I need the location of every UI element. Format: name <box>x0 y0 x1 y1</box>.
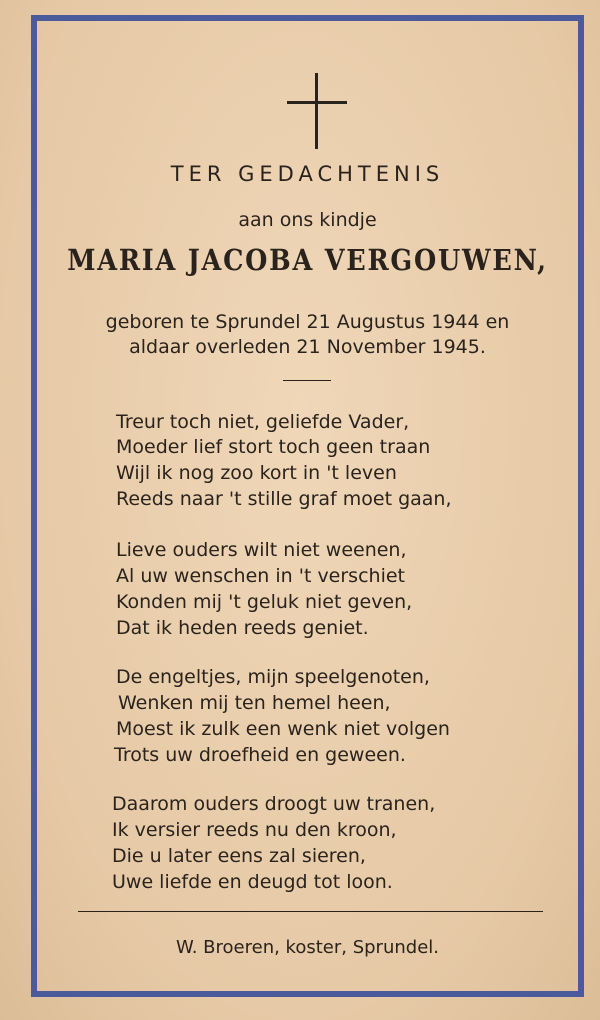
footer-divider <box>78 911 543 912</box>
poem-line: Wenken mij ten hemel heen, <box>118 692 391 714</box>
poem-line: Die u later eens zal sieren, <box>112 845 366 867</box>
poem-line: Daarom ouders droogt uw tranen, <box>112 793 436 815</box>
poem-line: Lieve ouders wilt niet weenen, <box>116 539 407 561</box>
deceased-name: MARIA JACOBA VERGOUWEN, <box>67 243 548 277</box>
poem-line: Konden mij 't geluk niet geven, <box>116 591 413 613</box>
poem-line: De engeltjes, mijn speelgenoten, <box>116 666 430 688</box>
poem-line: Uwe liefde en deugd tot loon. <box>112 871 393 893</box>
dedication: aan ons kindje <box>238 209 377 231</box>
birth-line-1: geboren te Sprundel 21 Augustus 1944 en <box>105 311 510 333</box>
poem-line: Dat ik heden reeds geniet. <box>116 617 369 639</box>
printer-credit: W. Broeren, koster, Sprundel. <box>176 937 439 958</box>
poem-line: Ik versier reeds nu den kroon, <box>112 819 397 841</box>
poem-line: Moeder lief stort toch geen traan <box>116 436 431 458</box>
birth-line-2: aldaar overleden 21 November 1945. <box>129 336 486 358</box>
poem-line: Wijl ik nog zoo kort in 't leven <box>116 462 397 484</box>
poem-line: Treur toch niet, geliefde Vader, <box>116 411 410 433</box>
poem-line: Al uw wenschen in 't verschiet <box>116 565 405 587</box>
latin-cross-icon <box>0 0 600 160</box>
short-divider <box>283 380 331 381</box>
poem-line: Moest ik zulk een wenk niet volgen <box>116 718 450 740</box>
poem-line: Reeds naar 't stille graf moet gaan, <box>116 488 452 510</box>
card-title: TER GEDACHTENIS <box>170 162 445 186</box>
poem-line: Trots uw droefheid en geween. <box>114 744 406 766</box>
